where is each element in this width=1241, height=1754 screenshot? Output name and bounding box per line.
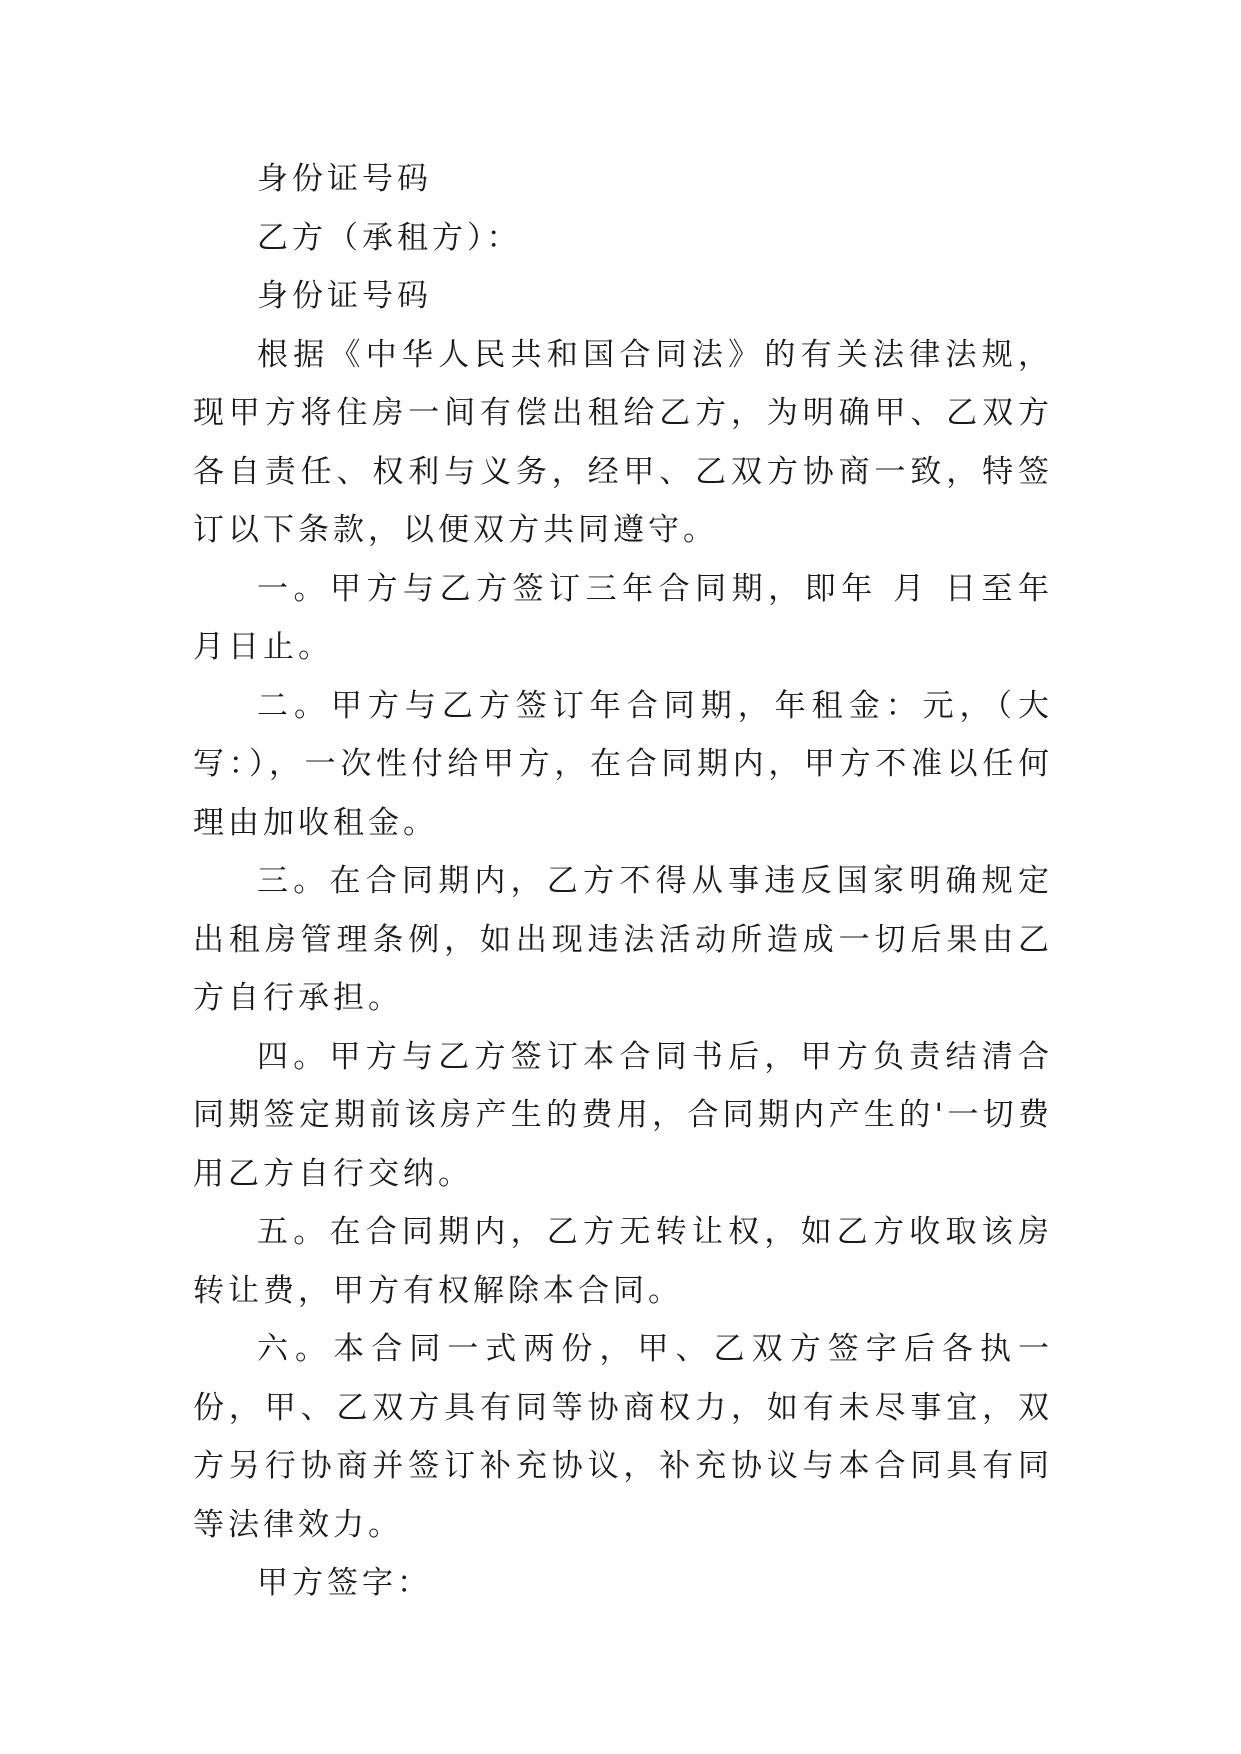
lessor-id-number-line: 身份证号码 [257,161,432,197]
clause-1: 一。甲方与乙方签订三年合同期，即年 月 日至年 月日止。 [193,570,1053,665]
clause-2: 二。甲方与乙方签订年合同期，年租金：元，（大写：），一次性付给甲方，在合同期内，甲方不准以任何理由加收租金。 [193,687,1053,841]
clause-4: 四。甲方与乙方签订本合同书后，甲方负责结清合同期签定期前该房产生的费用，合同期内产生的'一切费用乙方自行交纳。 [193,1038,1053,1192]
document-body [193,150,1053,1613]
lessee-line: 乙方（承租方）： [257,219,522,256]
clause-5: 五。在合同期内，乙方无转让权，如乙方收取该房转让费，甲方有权解除本合同。 [193,1214,1053,1309]
lessee-id-number-line: 身份证号码 [257,278,432,314]
preamble-paragraph: 根据《中华人民共和国合同法》的有关法律法规，现甲方将住房一间有偿出租给乙方，为明确甲、乙双方各自责任、权利与义务，经甲、乙双方协商一致，特签订以下条款，以便双方共同遵守。 [193,336,1053,548]
clause-3: 三。在合同期内，乙方不得从事违反国家明确规定出租房管理条例，如出现违法活动所造成一切后果由乙方自行承担。 [193,863,1053,1016]
clause-6: 六。本合同一式两份，甲、乙双方签字后各执一份，甲、乙双方具有同等协商权力，如有未尽事宜，双方另行协商并签订补充协议，补充协议与本合同具有同等法律效力。 [193,1331,1053,1543]
lessor-signature-line: 甲方签字： [257,1565,432,1601]
